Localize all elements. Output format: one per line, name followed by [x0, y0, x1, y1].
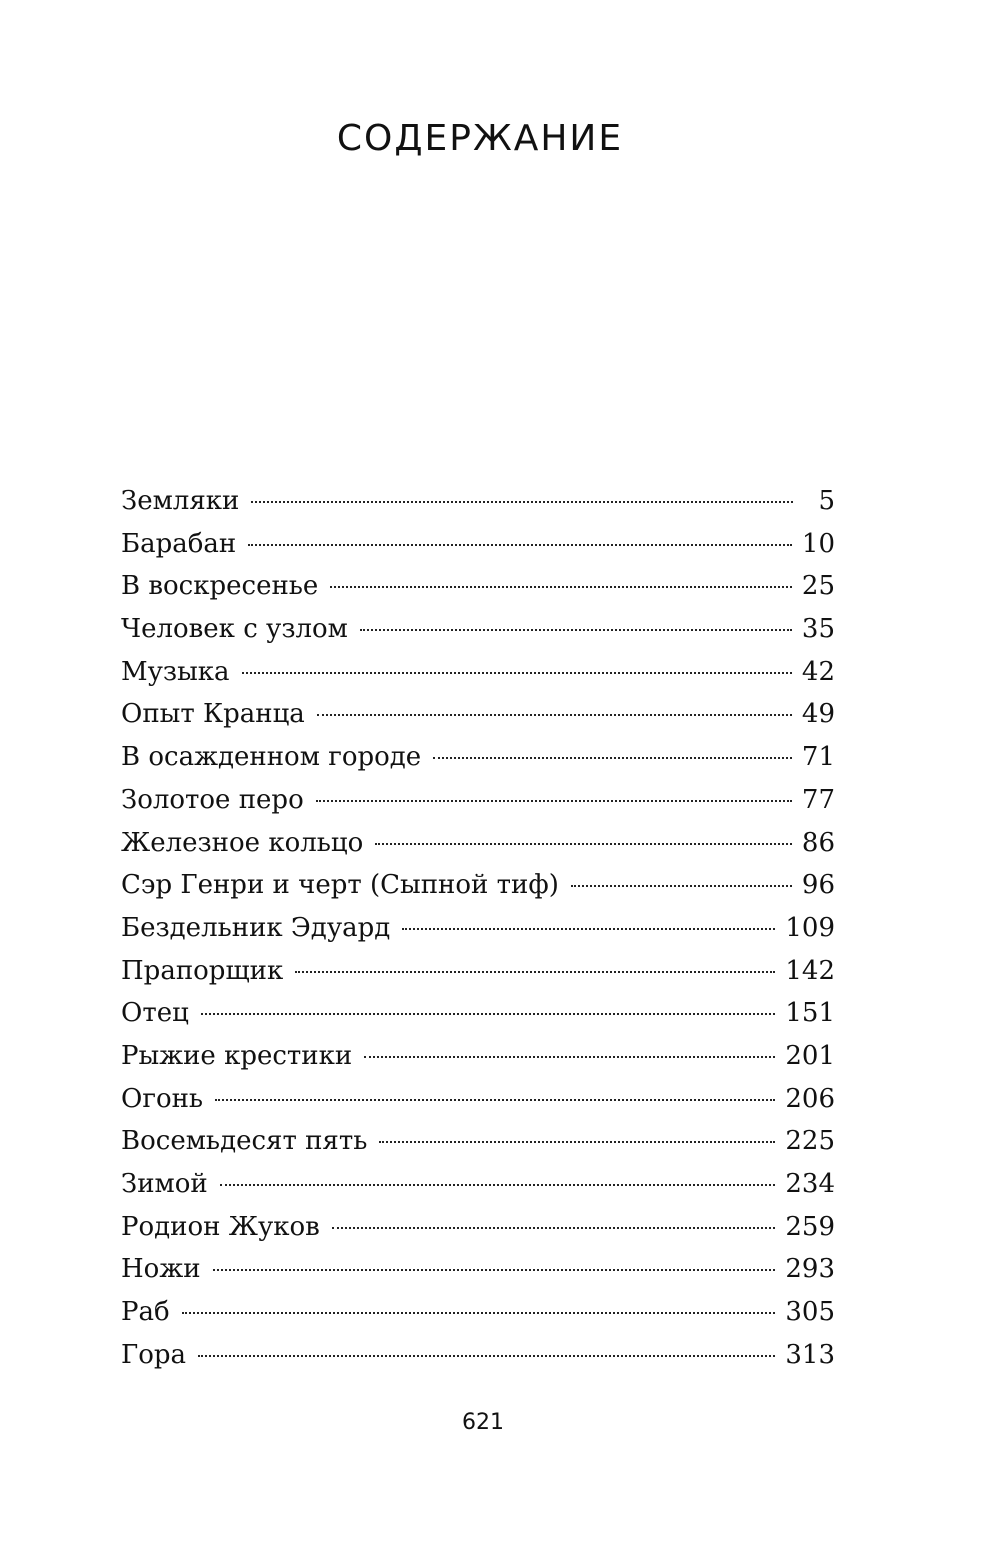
toc-entry-page: 77 — [801, 784, 835, 815]
toc-entry-page: 42 — [801, 656, 835, 687]
toc-entry-page: 96 — [801, 870, 835, 901]
toc-entry-title: Зимой — [121, 1169, 208, 1199]
toc-entry-title: Земляки — [121, 486, 240, 516]
toc-entry-title: В осажденном городе — [121, 742, 422, 773]
toc-entry-page: 10 — [801, 528, 835, 559]
toc-entry-title: Барабан — [121, 528, 237, 559]
toc-entry — [121, 1120, 835, 1163]
toc-entry — [121, 1248, 835, 1291]
toc-entry-title: Прапорщик — [121, 955, 284, 986]
dot-leader — [201, 1013, 776, 1015]
toc-entry — [121, 651, 835, 694]
toc-entry — [121, 864, 835, 907]
dot-leader — [433, 757, 792, 759]
toc-entry-title: Отец — [121, 998, 189, 1029]
toc-entry-page: 35 — [801, 614, 835, 645]
page-number: 621 — [462, 1410, 504, 1435]
dot-leader — [332, 1227, 776, 1229]
toc-entry — [121, 523, 835, 566]
dot-leader — [375, 843, 792, 845]
toc-entry-title: Золотое перо — [121, 784, 304, 815]
page-title: СОДЕРЖАНИЕ — [336, 118, 624, 159]
toc-entry-title: Родион Жуков — [121, 1211, 320, 1242]
toc-entry — [121, 736, 835, 779]
toc-entry-page: 305 — [785, 1297, 835, 1328]
toc-entry — [121, 950, 835, 993]
toc-entry-page: 313 — [785, 1339, 835, 1370]
toc-entry-title: Восемьдесят пять — [121, 1126, 368, 1157]
toc-entry — [121, 779, 835, 822]
dot-leader — [316, 800, 792, 802]
dot-leader — [251, 501, 793, 503]
toc-entry-page: 206 — [785, 1083, 835, 1114]
toc-entry-page: 151 — [785, 998, 835, 1029]
toc-entry — [121, 1334, 835, 1377]
toc-entry-page: 49 — [801, 699, 835, 730]
toc-entry — [121, 992, 835, 1035]
toc-entry-page: 142 — [785, 955, 835, 986]
dot-leader — [198, 1355, 775, 1357]
toc-entry-page: 109 — [785, 912, 835, 943]
dot-leader — [213, 1269, 776, 1271]
toc-entry-page: 201 — [785, 1040, 835, 1071]
toc-entry-page: 234 — [785, 1169, 835, 1199]
toc-entry-title: Рыжие крестики — [121, 1040, 353, 1071]
toc-entry — [121, 1078, 835, 1121]
toc-entry-title: Музыка — [121, 656, 230, 687]
toc-entry — [121, 565, 835, 608]
toc-entry — [121, 907, 835, 950]
dot-leader — [330, 586, 792, 588]
toc-entry — [121, 1206, 835, 1249]
toc-entry-page: 225 — [785, 1126, 835, 1157]
toc-entry-page: 86 — [801, 827, 835, 858]
toc-entry-title: Раб — [121, 1297, 170, 1328]
toc-entry-page: 25 — [801, 571, 835, 602]
toc-entry-page: 293 — [785, 1254, 835, 1285]
toc-entry — [121, 822, 835, 865]
toc-entry-page: 259 — [785, 1211, 835, 1242]
table-of-contents — [121, 480, 835, 1376]
toc-entry — [121, 1291, 835, 1334]
dot-leader — [402, 928, 775, 930]
toc-entry — [121, 608, 835, 651]
dot-leader — [220, 1184, 776, 1186]
dot-leader — [242, 672, 792, 674]
dot-leader — [360, 629, 792, 631]
dot-leader — [248, 544, 792, 546]
toc-entry-title: Ножи — [121, 1254, 201, 1285]
dot-leader — [571, 885, 792, 887]
toc-entry-title: Бездельник Эдуард — [121, 912, 391, 943]
toc-entry — [121, 480, 835, 523]
toc-entry-title: Сэр Генри и черт (Сыпной тиф) — [121, 870, 559, 901]
toc-entry-title: Огонь — [121, 1083, 204, 1114]
toc-entry — [121, 1035, 835, 1078]
dot-leader — [295, 971, 775, 973]
toc-entry-title: Железное кольцо — [121, 827, 364, 858]
dot-leader — [215, 1099, 775, 1101]
toc-entry-title: Человек с узлом — [121, 614, 348, 645]
toc-entry — [121, 693, 835, 736]
toc-entry-title: В воскресенье — [121, 571, 319, 602]
dot-leader — [379, 1141, 775, 1143]
dot-leader — [364, 1056, 775, 1058]
toc-entry-title: Гора — [121, 1339, 187, 1370]
toc-entry-page: 5 — [818, 486, 835, 516]
toc-entry — [121, 1163, 835, 1206]
toc-entry-title: Опыт Кранца — [121, 699, 305, 730]
dot-leader — [182, 1312, 776, 1314]
dot-leader — [317, 714, 792, 716]
toc-entry-page: 71 — [801, 742, 835, 773]
